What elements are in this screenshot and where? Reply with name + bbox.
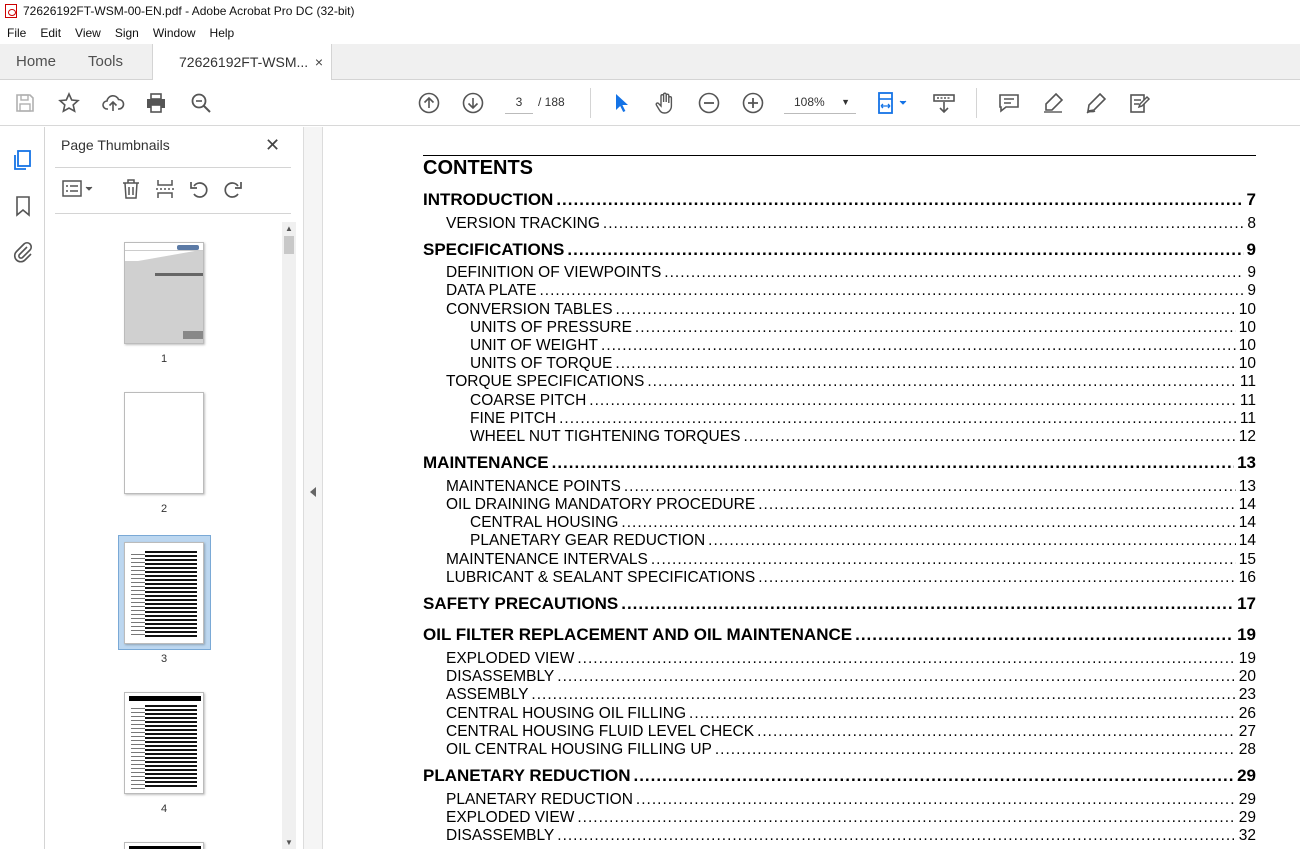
title-bar xyxy=(0,0,1300,22)
search-zoom-icon[interactable] xyxy=(188,90,214,116)
toc-dot-leader xyxy=(556,190,1243,210)
toc-entry-title: SAFETY PRECAUTIONS xyxy=(423,593,619,613)
close-icon[interactable]: ✕ xyxy=(265,135,281,155)
toc-entry-title: VERSION TRACKING xyxy=(446,214,600,232)
sign-icon[interactable] xyxy=(1083,90,1109,116)
toc-entry-title: DATA PLATE xyxy=(446,282,537,300)
toolbar-divider xyxy=(976,88,977,118)
toc-entry-page: 20 xyxy=(1238,668,1256,686)
toc-entry-title: MAINTENANCE INTERVALS xyxy=(446,550,648,568)
toc-entry[interactable] xyxy=(446,809,1256,827)
toc-section-entry[interactable] xyxy=(423,625,1256,645)
toc-entry[interactable] xyxy=(470,319,1256,337)
toc-entry-page: 10 xyxy=(1238,300,1256,318)
thumbnail-page-4[interactable] xyxy=(124,692,204,794)
toc-entry[interactable] xyxy=(446,282,1256,300)
toc-entry[interactable] xyxy=(446,373,1256,391)
tab-close-button[interactable]: × xyxy=(314,54,323,70)
toc-dot-leader xyxy=(577,809,1235,827)
toc-entry[interactable] xyxy=(446,551,1256,569)
toc-entry-page: 12 xyxy=(1238,428,1256,445)
thumbnail-list xyxy=(45,222,279,849)
select-cursor-icon[interactable] xyxy=(608,90,634,116)
toc-entry-page: 27 xyxy=(1238,722,1256,740)
toc-section-entry[interactable] xyxy=(423,240,1256,260)
extract-pages-icon[interactable] xyxy=(153,177,177,201)
toc-entry-title: OIL FILTER REPLACEMENT AND OIL MAINTENANCE xyxy=(423,625,853,645)
toc-entry-title: UNIT OF WEIGHT xyxy=(470,337,599,354)
main-toolbar xyxy=(0,80,1300,126)
scroll-thumb[interactable] xyxy=(284,236,294,254)
toc-dot-leader xyxy=(715,741,1236,759)
toc-entry-page: 13 xyxy=(1237,453,1256,473)
toc-dot-leader xyxy=(531,686,1235,704)
toc-entry-title: DISASSEMBLY xyxy=(446,827,555,844)
document-view[interactable] xyxy=(323,127,1300,849)
toc-dot-leader xyxy=(557,668,1235,686)
page-total: / 188 xyxy=(538,95,565,109)
comment-icon[interactable] xyxy=(996,90,1022,116)
tab-document-label: 72626192FT-WSM... xyxy=(179,54,309,70)
toc-entry-title: PLANETARY REDUCTION xyxy=(446,790,633,808)
toc-section-entry[interactable] xyxy=(423,594,1256,614)
thumbnail-label: 1 xyxy=(160,353,168,365)
contents-heading: CONTENTS xyxy=(423,157,533,179)
page-thumbnails-panel xyxy=(45,127,303,849)
chevron-down-icon: ▼ xyxy=(841,97,850,107)
toc-section-entry[interactable] xyxy=(423,190,1256,210)
toc-dot-leader xyxy=(651,551,1236,569)
print-icon[interactable] xyxy=(143,90,169,116)
thumbnail-page-1[interactable] xyxy=(124,242,204,344)
toc-entry-page: 11 xyxy=(1239,391,1256,409)
tab-tools[interactable]: Tools xyxy=(88,53,124,70)
toc-entry[interactable] xyxy=(446,301,1256,319)
collapse-arrow-icon xyxy=(310,487,316,497)
toc-entry[interactable] xyxy=(470,514,1256,532)
page-thumbnails-icon[interactable] xyxy=(10,147,36,173)
toc-entry[interactable] xyxy=(470,428,1256,446)
toc-entry-page: 11 xyxy=(1239,373,1256,391)
toc-entry-page: 29 xyxy=(1237,766,1256,786)
toc-section-entry[interactable] xyxy=(423,453,1256,473)
thumbnail-page-3[interactable] xyxy=(124,542,204,644)
table-of-contents xyxy=(323,127,1300,849)
menu-help[interactable]: Help xyxy=(209,26,235,40)
toc-entry[interactable] xyxy=(446,650,1256,668)
toc-dot-leader xyxy=(567,240,1243,260)
fit-page-icon[interactable] xyxy=(874,90,912,116)
toc-dot-leader xyxy=(758,496,1236,514)
thumbnail-label: 3 xyxy=(160,653,168,665)
toc-section-entry[interactable] xyxy=(423,766,1256,786)
star-icon[interactable] xyxy=(56,90,82,116)
thumbnail-page-5[interactable] xyxy=(124,842,204,849)
thumbnail-options-icon[interactable] xyxy=(61,177,95,201)
toc-entry-page: 23 xyxy=(1238,686,1256,704)
menu-window[interactable]: Window xyxy=(152,26,196,40)
toc-dot-leader xyxy=(601,337,1236,355)
toc-dot-leader xyxy=(539,282,1244,300)
toc-dot-leader xyxy=(647,373,1237,391)
toc-entry-title: UNITS OF PRESSURE xyxy=(470,318,632,336)
hand-icon[interactable] xyxy=(652,90,678,116)
toc-entry-title: INTRODUCTION xyxy=(423,190,554,209)
toc-dot-leader xyxy=(636,791,1236,809)
toc-entry[interactable] xyxy=(446,741,1256,759)
tab-home[interactable]: Home xyxy=(16,53,57,70)
toc-entry-title: COARSE PITCH xyxy=(470,391,587,409)
toc-dot-leader xyxy=(664,264,1244,282)
panel-collapse-handle[interactable] xyxy=(303,127,323,849)
toc-entry-title: MAINTENANCE POINTS xyxy=(446,477,621,495)
toc-entry[interactable] xyxy=(446,686,1256,704)
toc-dot-leader xyxy=(621,514,1235,532)
delete-page-icon[interactable] xyxy=(119,177,143,201)
tab-document[interactable] xyxy=(152,44,332,81)
toc-entry-page: 19 xyxy=(1237,625,1256,645)
toc-entry-title: MAINTENANCE xyxy=(423,453,549,473)
toc-entry-page: 7 xyxy=(1246,190,1256,209)
toc-entry-title: LUBRICANT & SEALANT SPECIFICATIONS xyxy=(446,568,756,586)
toc-entry-title: WHEEL NUT TIGHTENING TORQUES xyxy=(470,428,741,445)
toc-entry[interactable] xyxy=(446,264,1256,282)
panel-divider xyxy=(55,213,291,214)
toc-dot-leader xyxy=(616,301,1236,319)
toc-entry-page: 8 xyxy=(1247,214,1256,232)
toc-dot-leader xyxy=(633,766,1234,786)
toc-entry-page: 11 xyxy=(1239,409,1256,427)
zoom-in-icon[interactable] xyxy=(740,90,766,116)
toc-entry-title: CENTRAL HOUSING OIL FILLING xyxy=(446,704,687,722)
rotate-right-icon[interactable] xyxy=(221,177,245,201)
toc-entry[interactable] xyxy=(470,355,1256,373)
toc-entry[interactable] xyxy=(470,337,1256,355)
toc-entry-title: CENTRAL HOUSING FLUID LEVEL CHECK xyxy=(446,722,755,740)
toc-entry[interactable] xyxy=(446,791,1256,809)
toc-entry-page: 10 xyxy=(1238,337,1256,354)
toc-entry-title: OIL CENTRAL HOUSING FILLING UP xyxy=(446,740,712,758)
toc-dot-leader xyxy=(577,650,1235,668)
toc-dot-leader xyxy=(559,410,1237,428)
toc-dot-leader xyxy=(758,569,1236,587)
menu-sign[interactable]: Sign xyxy=(114,26,139,40)
page-number-input[interactable]: 3 xyxy=(505,90,533,114)
toc-entry-page: 9 xyxy=(1247,282,1256,300)
menu-edit[interactable]: Edit xyxy=(40,26,62,40)
toc-entry[interactable] xyxy=(446,827,1256,845)
window-title: 72626192FT-WSM-00-EN.pdf - Adobe Acrobat Pro DC (32-bit) xyxy=(23,4,355,18)
toolbar-divider xyxy=(590,88,591,118)
toc-entry-title: OIL DRAINING MANDATORY PROCEDURE xyxy=(446,495,756,513)
toc-entry[interactable] xyxy=(446,478,1256,496)
zoom-value: 108% xyxy=(794,95,825,109)
panel-title: Page Thumbnails xyxy=(61,137,170,153)
toc-entry-title: DEFINITION OF VIEWPOINTS xyxy=(446,264,662,282)
toc-entry-title: SPECIFICATIONS xyxy=(423,239,565,259)
toc-entry-page: 26 xyxy=(1238,704,1256,722)
toc-entry[interactable] xyxy=(446,215,1256,233)
zoom-select[interactable] xyxy=(784,90,856,114)
toc-entry-page: 16 xyxy=(1238,568,1256,586)
toc-entry[interactable] xyxy=(470,532,1256,550)
toc-entry-page: 10 xyxy=(1238,318,1256,336)
page-down-icon[interactable] xyxy=(460,90,486,116)
toc-dot-leader xyxy=(557,827,1235,845)
toc-dot-leader xyxy=(757,723,1236,741)
toc-entry-title: EXPLODED VIEW xyxy=(446,808,575,826)
toc-dot-leader xyxy=(743,428,1235,446)
toc-dot-leader xyxy=(615,355,1235,373)
menu-view[interactable]: View xyxy=(75,26,101,40)
panel-divider xyxy=(55,167,291,168)
toc-dot-leader xyxy=(708,532,1236,550)
toc-dot-leader xyxy=(589,392,1237,410)
scroll-mode-icon[interactable] xyxy=(931,90,957,116)
toc-entry-title: PLANETARY REDUCTION xyxy=(423,766,631,786)
pdf-app-icon xyxy=(5,4,17,18)
toc-entry-page: 14 xyxy=(1238,495,1256,513)
toc-dot-leader xyxy=(855,625,1234,645)
toc-entry-title: FINE PITCH xyxy=(470,409,557,427)
toc-dot-leader xyxy=(621,594,1234,614)
rotate-left-icon[interactable] xyxy=(187,177,211,201)
toc-entry-page: 9 xyxy=(1247,264,1256,282)
toc-entry[interactable] xyxy=(446,569,1256,587)
thumbnail-label: 4 xyxy=(160,803,168,815)
toc-entry-page: 17 xyxy=(1237,593,1256,613)
toc-entry-title: EXPLODED VIEW xyxy=(446,649,575,667)
thumbnail-scrollbar[interactable] xyxy=(282,222,296,849)
toc-dot-leader xyxy=(624,478,1236,496)
toc-dot-leader xyxy=(603,215,1244,233)
toc-entry-title: UNITS OF TORQUE xyxy=(470,355,613,373)
attachment-icon[interactable] xyxy=(10,239,36,265)
toc-entry-page: 14 xyxy=(1238,514,1256,532)
highlight-icon[interactable] xyxy=(1040,90,1066,116)
toc-entry-page: 15 xyxy=(1238,550,1256,568)
toc-entry-title: DISASSEMBLY xyxy=(446,668,555,686)
thumbnail-page-2[interactable] xyxy=(124,392,204,494)
toc-entry-page: 32 xyxy=(1238,827,1256,844)
toc-dot-leader xyxy=(689,705,1236,723)
toc-entry-title: ASSEMBLY xyxy=(446,686,529,704)
zoom-out-icon[interactable] xyxy=(696,90,722,116)
toc-entry-title: CONVERSION TABLES xyxy=(446,300,613,318)
toc-entry-title: PLANETARY GEAR REDUCTION xyxy=(470,532,706,550)
upload-icon[interactable] xyxy=(100,90,126,116)
toc-entry-page: 13 xyxy=(1238,477,1256,495)
toc-entry-page: 9 xyxy=(1246,239,1256,259)
scroll-up-arrow[interactable]: ▲ xyxy=(285,224,293,233)
toc-dot-leader xyxy=(552,453,1234,473)
toc-entry-title: CENTRAL HOUSING xyxy=(470,514,619,532)
fill-sign-icon[interactable] xyxy=(1127,90,1153,116)
toc-entry-page: 14 xyxy=(1238,532,1256,550)
toc-entry-title: TORQUE SPECIFICATIONS xyxy=(446,373,645,391)
toc-entry-page: 29 xyxy=(1238,808,1256,826)
toc-entry[interactable] xyxy=(470,410,1256,428)
toc-entry-page: 29 xyxy=(1238,790,1256,808)
toc-entry-page: 10 xyxy=(1238,355,1256,373)
save-icon[interactable] xyxy=(12,90,38,116)
page-up-icon[interactable] xyxy=(416,90,442,116)
menu-bar xyxy=(0,22,1300,44)
tab-bar xyxy=(0,44,1300,80)
toc-entry[interactable] xyxy=(446,705,1256,723)
toc-entry[interactable] xyxy=(446,668,1256,686)
toc-entry[interactable] xyxy=(446,723,1256,741)
menu-file[interactable]: File xyxy=(7,26,27,40)
scroll-down-arrow[interactable]: ▼ xyxy=(285,838,293,847)
toc-entry-page: 19 xyxy=(1238,649,1256,667)
toc-entry[interactable] xyxy=(470,392,1256,410)
left-navigation-rail xyxy=(0,127,45,849)
toc-entry[interactable] xyxy=(446,496,1256,514)
toc-dot-leader xyxy=(635,319,1236,337)
toc-entry-page: 28 xyxy=(1238,740,1256,758)
thumbnail-label: 2 xyxy=(160,503,168,515)
bookmark-icon[interactable] xyxy=(10,193,36,219)
